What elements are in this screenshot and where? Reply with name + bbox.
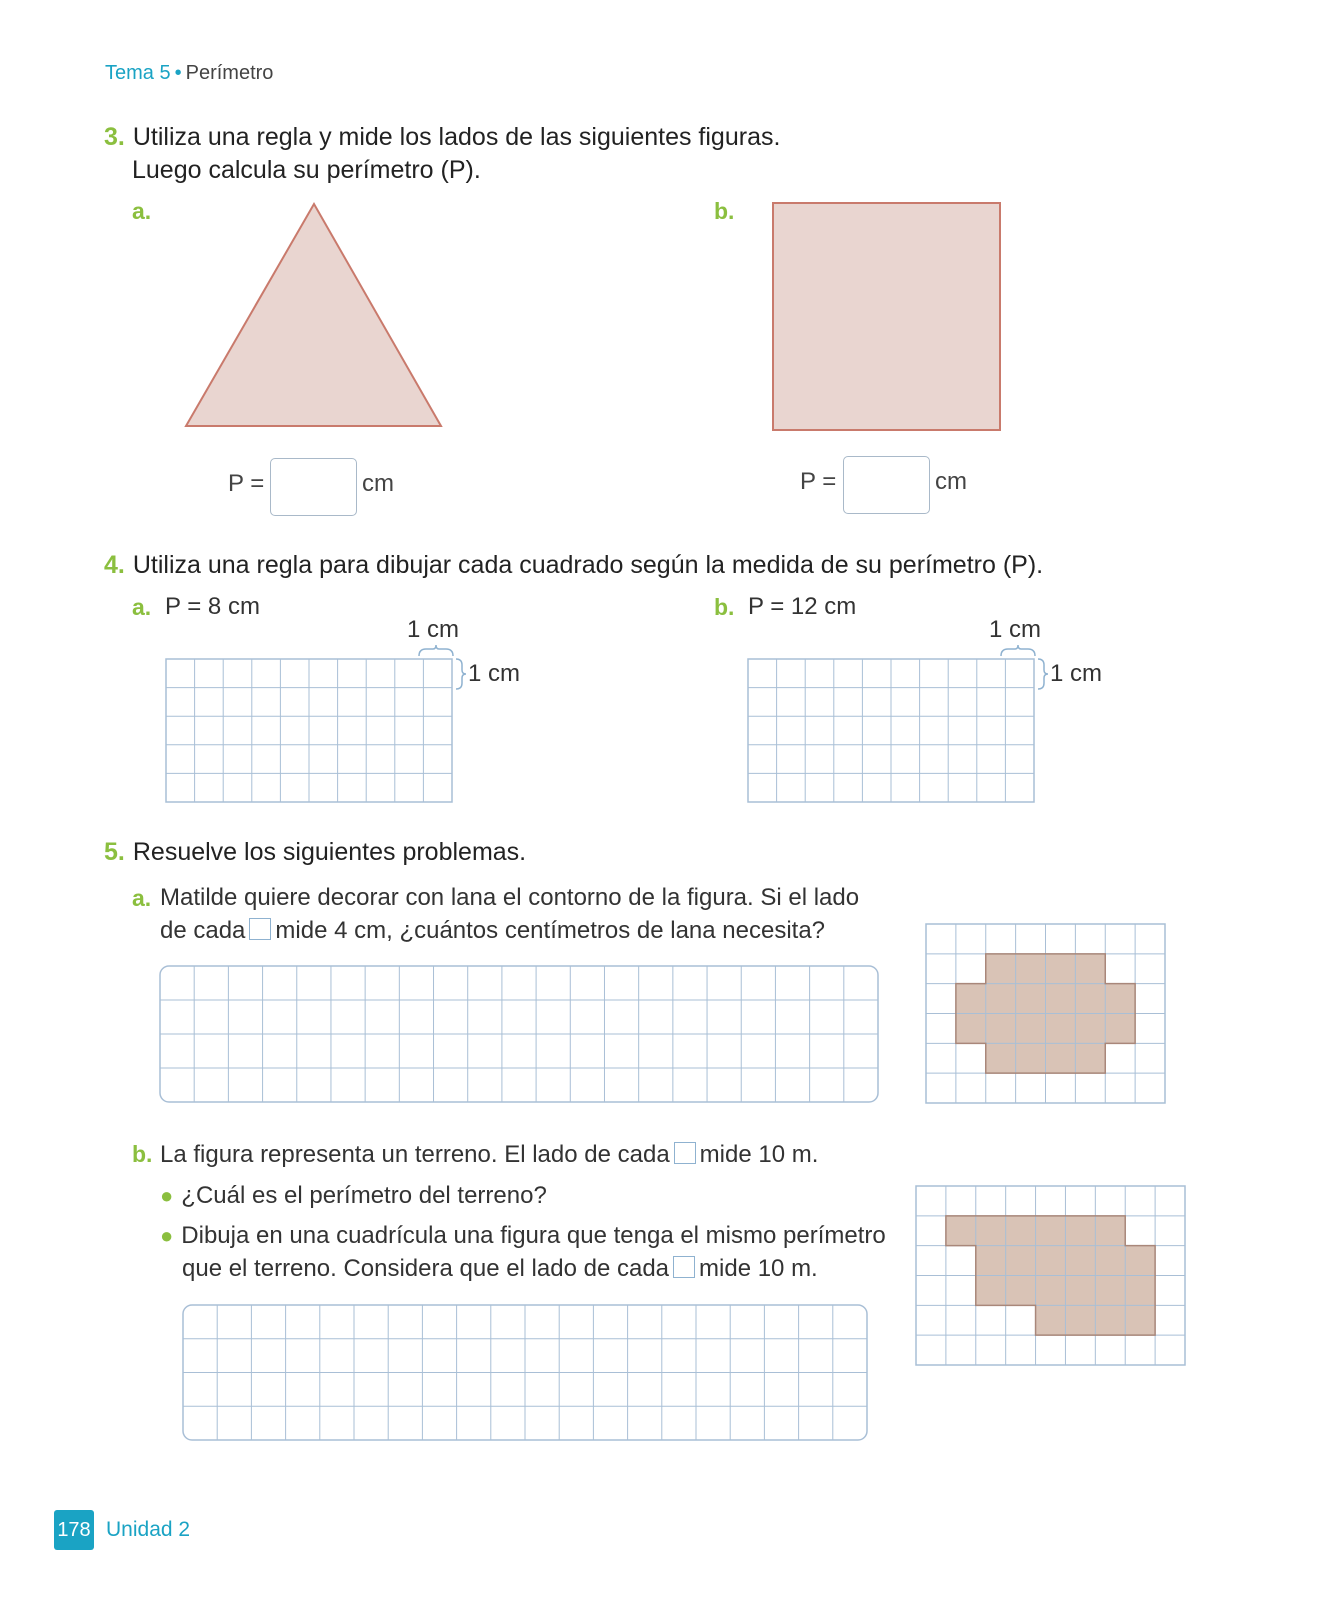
answer-box-3b[interactable]: [843, 456, 930, 514]
question-5-text: Resuelve los siguientes problemas.: [132, 838, 527, 866]
problem-5b-line1: [160, 1138, 818, 1171]
unit-label-3b: cm: [935, 468, 967, 495]
unit-square-icon: [674, 1142, 696, 1164]
unit-label-3a: cm: [362, 470, 394, 497]
bullet-2: [160, 1219, 886, 1252]
brace-side-4b: [1036, 657, 1050, 691]
answer-grid-5a[interactable]: [159, 965, 879, 1103]
page-number-badge: 178: [54, 1510, 94, 1550]
page-header: [105, 62, 273, 85]
unit-square-icon: [673, 1256, 695, 1278]
terrain-figure-grid: [915, 1185, 1186, 1366]
unit-top-4a: 1 cm: [407, 616, 460, 643]
bullet-1: [160, 1179, 547, 1212]
problem-5a-line2-pre: de cada: [160, 917, 246, 944]
problem-5a-line1: Matilde quiere decorar con lana el contorno de la figura. Si el lado: [160, 884, 860, 911]
unit-square-icon: [249, 918, 271, 940]
question-3-line1: Utiliza una regla y mide los lados de las siguientes figuras.: [132, 123, 781, 151]
perimeter-label-3b: P =: [800, 468, 837, 495]
bullet-2-line2: [182, 1252, 818, 1285]
sub-label-4a: a.: [132, 594, 152, 620]
question-3-line2: Luego calcula su perímetro (P).: [132, 156, 481, 184]
perimeter-4b: P = 12 cm: [748, 593, 857, 620]
perimeter-4a: P = 8 cm: [165, 593, 260, 620]
problem-5a-line2: [160, 914, 825, 947]
question-4: [104, 549, 1043, 582]
bullet-2-line2-pre: que el terreno. Considera que el lado de cada: [182, 1255, 670, 1282]
brace-side-4a: [454, 657, 468, 691]
square-figure: [768, 198, 1008, 436]
bullet-icon: ●: [160, 1223, 174, 1248]
topic-label: Perímetro: [185, 62, 274, 84]
problem-5b-line1-post: mide 10 m.: [699, 1141, 819, 1168]
problem-5b-line1-pre: La figura representa un terreno. El lado de cada: [160, 1141, 670, 1168]
grid-4b[interactable]: [747, 658, 1035, 803]
sub-label-4b: b.: [714, 594, 735, 620]
brace-top-4a: [416, 644, 456, 658]
sub-label-5b: b.: [132, 1141, 153, 1167]
wool-figure-grid: [925, 923, 1166, 1104]
sub-label-3a: a.: [132, 198, 152, 224]
unit-side-4a: 1 cm: [468, 660, 521, 687]
sub-label-5a: a.: [132, 885, 152, 911]
triangle-figure: [180, 198, 450, 433]
answer-box-3a[interactable]: [270, 458, 357, 516]
brace-top-4b: [998, 644, 1038, 658]
tema-label: Tema 5: [105, 62, 171, 84]
unit-label: Unidad 2: [106, 1518, 191, 1541]
question-4-text: Utiliza una regla para dibujar cada cuadrado según la medida de su perímetro (P).: [132, 551, 1044, 579]
question-number: 3.: [104, 123, 125, 151]
grid-4a[interactable]: [165, 658, 453, 803]
problem-5a-line2-post: mide 4 cm, ¿cuántos centímetros de lana necesita?: [275, 917, 826, 944]
unit-top-4b: 1 cm: [989, 616, 1042, 643]
header-separator: •: [174, 62, 182, 84]
question-number: 4.: [104, 551, 125, 579]
unit-side-4b: 1 cm: [1050, 660, 1103, 687]
bullet-1-text: ¿Cuál es el perímetro del terreno?: [181, 1182, 547, 1209]
bullet-2-line2-post: mide 10 m.: [699, 1255, 818, 1282]
sub-label-3b: b.: [714, 198, 735, 224]
question-3: [104, 121, 780, 154]
question-5: [104, 836, 526, 869]
perimeter-label-3a: P =: [228, 470, 265, 497]
bullet-2-line1: Dibuja en una cuadrícula una figura que tenga el mismo perímetro: [181, 1222, 886, 1249]
bullet-icon: ●: [160, 1183, 174, 1208]
answer-grid-5b[interactable]: [182, 1304, 868, 1441]
question-number: 5.: [104, 838, 125, 866]
